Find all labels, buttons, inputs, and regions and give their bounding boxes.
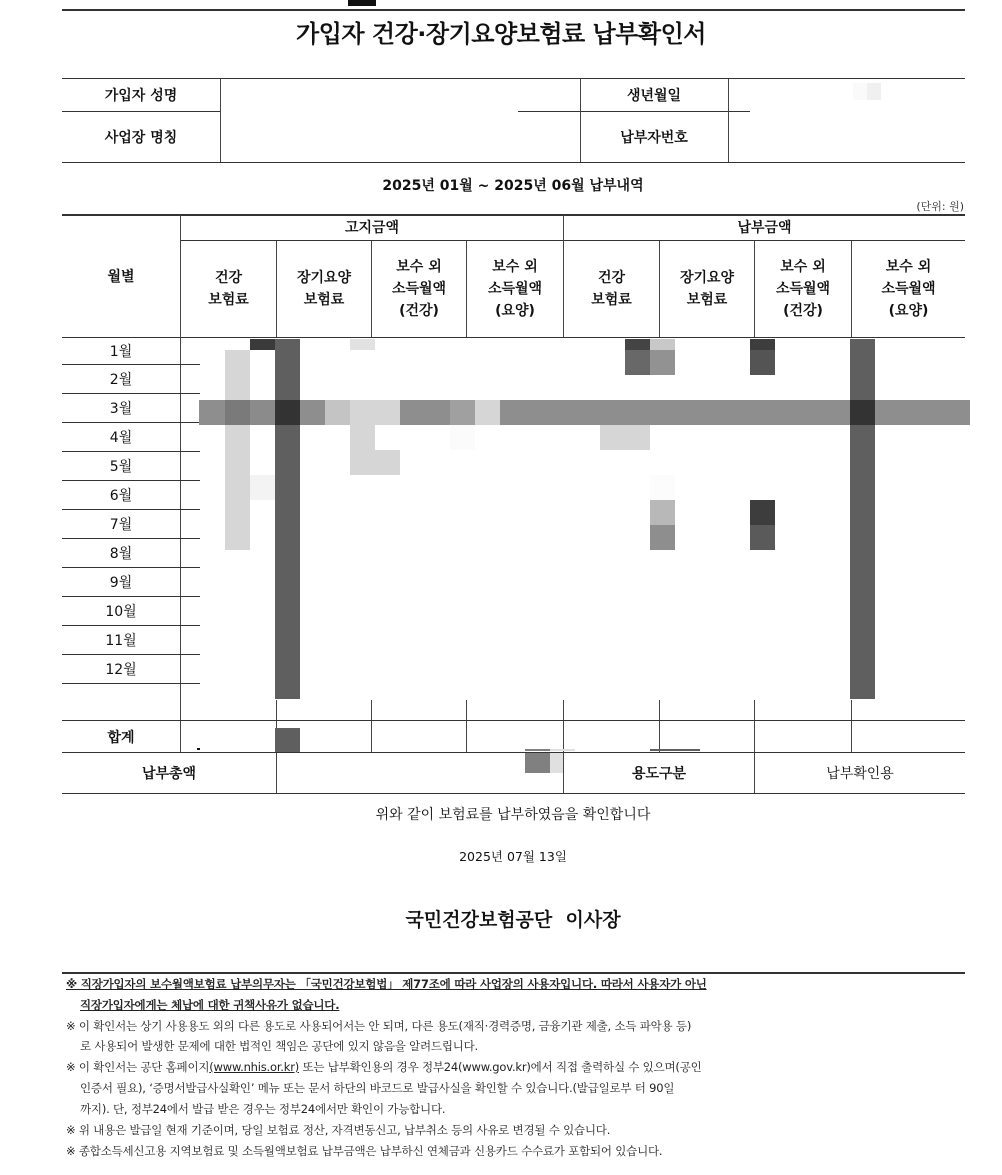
workplace-name-label: 사업장 명칭 <box>104 130 178 146</box>
redacted-block <box>850 339 875 699</box>
purpose-label: 용도구분 <box>631 766 687 782</box>
header-bottom-rule <box>62 337 965 338</box>
col-header-line: 건강 <box>214 270 243 286</box>
month-label: 4월 <box>109 430 133 446</box>
billed-amount-header: 고지금액 <box>344 220 400 236</box>
payer-number-value <box>729 112 965 162</box>
redacted-block <box>197 748 200 750</box>
col-header-line: 소득월액 <box>487 281 543 297</box>
month-label: 5월 <box>109 459 133 475</box>
month-column-header: 월별 <box>107 268 135 285</box>
confirmation-statement: 위와 같이 보험료를 납부하였음을 확인합니다 <box>375 807 651 823</box>
workplace-name-value <box>221 112 580 162</box>
redacted-block <box>350 425 375 475</box>
note-3-line-2: 인증서 필요), ‘증명서발급사실확인’ 메뉴 또는 문서 하단의 바코드로 발급사실을 확인할 수 있습니다.(발급일로부 터 90일 <box>80 1081 675 1095</box>
redacted-block <box>550 749 575 751</box>
note-text: 또는 납부확인용의 경우 정부24(www.gov.kr)에서 직접 출력하실 수 있으며(공인 <box>299 1060 702 1074</box>
col-header-line: 장기요양 <box>296 270 352 286</box>
note-1-line-2 <box>80 995 339 1015</box>
col-header-line: 소득월액 <box>775 281 831 297</box>
note-text: 직장가입자에게는 체납에 대한 귀책사유가 없습니다. <box>80 998 340 1012</box>
col-header-billed-ltc <box>277 241 371 337</box>
col-header-line: (건강) <box>399 303 439 319</box>
col-header-line: 장기요양 <box>679 270 735 286</box>
redacted-block <box>650 475 675 500</box>
redacted-block <box>275 728 300 752</box>
divider <box>851 700 852 752</box>
nhis-link[interactable]: (www.nhis.or.kr) <box>209 1060 300 1074</box>
redacted-block <box>350 339 375 350</box>
month-label: 9월 <box>109 575 133 591</box>
period-heading: 2025년 01월 ~ 2025년 06월 납부내역 <box>382 178 644 194</box>
redacted-block <box>650 350 675 375</box>
note-text: ※ 직장가입자의 보수월액보험료 납부의무자는 「국민건강보험법」 제77조에 따라 사업장의 사용자입니다. 따라서 사용자가 아닌 <box>66 977 707 991</box>
paid-amount-header: 납부금액 <box>737 220 792 236</box>
redacted-block <box>750 339 775 350</box>
grand-total-label: 납부총액 <box>141 766 197 782</box>
divider <box>466 700 467 752</box>
unit-label: (단위: 원) <box>916 200 964 213</box>
note-1-line-1 <box>66 974 707 994</box>
month-label: 1월 <box>109 344 133 360</box>
purpose-value: 납부확인용 <box>826 766 894 782</box>
redacted-block <box>750 350 775 375</box>
redacted-block <box>250 339 275 350</box>
redacted-block <box>348 0 376 6</box>
redacted-block <box>550 753 563 773</box>
top-rule <box>62 9 965 11</box>
col-header-paid-extra-health <box>755 241 851 337</box>
note-5: ※ 종합소득세신고용 지역보험료 및 소득월액보험료 납부금액은 납부하신 연체금과 신용카드 수수료가 포함되어 있습니다. <box>66 1144 663 1158</box>
col-header-line: 보수 외 <box>492 259 538 275</box>
issue-date: 2025년 07월 13일 <box>459 849 567 864</box>
redacted-block <box>625 339 650 350</box>
divider <box>62 683 200 684</box>
month-label: 11월 <box>105 633 137 649</box>
subscriber-name-value <box>221 79 580 111</box>
col-header-line: (건강) <box>783 303 823 319</box>
redacted-block <box>650 525 675 550</box>
redacted-block <box>250 475 275 500</box>
redacted-block <box>750 500 775 525</box>
redacted-block <box>225 350 250 550</box>
divider <box>371 700 372 752</box>
divider <box>659 700 660 752</box>
info-bottom-rule <box>62 162 965 163</box>
col-header-line: 보험료 <box>208 292 249 308</box>
redacted-block <box>450 400 475 425</box>
note-4: ※ 위 내용은 발급일 현재 기준이며, 당일 보험료 정산, 자격변동신고, 납부취소 등의 사유로 변경될 수 있습니다. <box>66 1123 611 1137</box>
total-row-label: 합계 <box>107 729 135 746</box>
redacted-block <box>350 400 400 425</box>
note-3-line-1 <box>66 1057 702 1077</box>
col-header-paid-ltc <box>660 241 754 337</box>
redacted-block <box>650 500 675 525</box>
document-title: 가입자 건강·장기요양보험료 납부확인서 <box>296 20 706 48</box>
birth-date-value <box>729 79 965 111</box>
redacted-block <box>850 400 875 425</box>
redacted-block <box>250 400 275 425</box>
table-bottom-rule <box>62 793 965 794</box>
col-header-line: 소득월액 <box>881 281 936 297</box>
col-header-line: 보수 외 <box>780 259 826 275</box>
redacted-block <box>867 83 881 100</box>
redacted-block <box>450 425 475 450</box>
birth-date-label: 생년월일 <box>626 88 682 104</box>
month-label: 6월 <box>109 488 133 504</box>
redacted-block <box>625 350 650 375</box>
col-header-line: 보험료 <box>303 292 345 308</box>
redacted-block <box>225 400 250 425</box>
redacted-block <box>853 83 867 100</box>
note-2-line-1: ※ 이 확인서는 상기 사용용도 외의 다른 용도로 사용되어서는 안 되며, 다른 용도(재직·경력증명, 금융기관 제출, 소득 파악용 등) <box>66 1019 692 1033</box>
redacted-block <box>750 525 775 550</box>
redacted-block <box>375 450 400 475</box>
month-label: 3월 <box>109 401 133 417</box>
col-header-line: 보험료 <box>686 292 728 308</box>
redacted-block <box>650 339 675 350</box>
note-2-line-2: 로 사용되어 발생한 문제에 대한 법적인 책임은 공단에 있지 않음을 알려드립니다. <box>80 1039 479 1053</box>
col-header-line: 보험료 <box>591 292 632 308</box>
redacted-block <box>525 753 550 773</box>
subscriber-name-label: 가입자 성명 <box>104 88 178 104</box>
redacted-block <box>275 400 300 425</box>
col-header-billed-extra-health <box>372 241 466 337</box>
month-label: 8월 <box>109 546 133 562</box>
redacted-block <box>325 400 350 425</box>
col-header-line: 소득월액 <box>391 281 447 297</box>
col-header-billed-extra-ltc <box>467 241 563 337</box>
col-header-line: 보수 외 <box>885 259 932 275</box>
col-header-paid-health <box>564 241 659 337</box>
col-header-paid-extra-ltc <box>852 241 965 337</box>
col-header-line: 보수 외 <box>396 259 442 275</box>
redacted-block <box>650 749 700 751</box>
redacted-block <box>600 425 650 450</box>
note-3-line-3: 까지). 단, 정부24에서 발급 받은 경우는 정부24에서만 확인이 가능합니다. <box>80 1102 446 1116</box>
payer-number-label: 납부자번호 <box>620 130 688 146</box>
month-label: 2월 <box>109 372 133 388</box>
month-label: 7월 <box>109 517 133 533</box>
col-header-line: 건강 <box>597 270 626 286</box>
month-label: 12월 <box>105 662 137 678</box>
redacted-block <box>275 339 300 699</box>
redacted-block <box>525 749 550 751</box>
note-text: ※ 이 확인서는 공단 홈페이지 <box>66 1060 210 1074</box>
month-label: 10월 <box>105 604 137 620</box>
col-header-billed-health <box>181 241 276 337</box>
issuer-name: 국민건강보험공단 이사장 <box>405 909 621 931</box>
total-row-top-rule <box>62 720 965 721</box>
redacted-block <box>475 400 500 425</box>
grand-total-value <box>277 753 563 793</box>
col-header-line: (요양) <box>495 303 535 319</box>
col-header-line: (요양) <box>888 303 929 319</box>
